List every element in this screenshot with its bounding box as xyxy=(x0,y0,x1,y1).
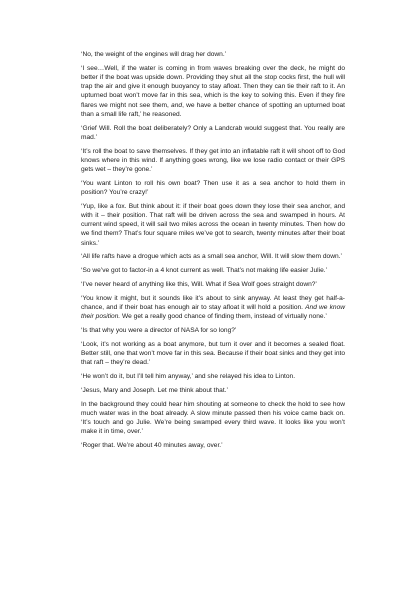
paragraph xyxy=(81,147,345,175)
text-run: ‘All life rafts have a drogue which acts as a small sea anchor, Will. It will slow them down.’ xyxy=(81,253,342,261)
emphasis-text: and xyxy=(171,101,183,109)
body-text xyxy=(81,50,345,455)
paragraph xyxy=(81,441,345,450)
paragraph xyxy=(81,340,345,368)
text-run: ‘I’ve never heard of anything like this, Will. What if Sea Wolf goes straight down?’ xyxy=(81,281,317,289)
text-run: ‘Grief Will. Roll the boat deliberately? Only a Landcrab would suggest that. You really are mad.’ xyxy=(81,124,345,141)
text-run: In the background they could hear him shouting at someone to check the hold to see how much water was in the boat already. A slow minute passed then his voice came back on. ‘It’s touch and go Julie. We’re being swamped every third wave. It looks like you won’t make it in time, over.’ xyxy=(81,400,345,436)
paragraph xyxy=(81,326,345,335)
paragraph xyxy=(81,252,345,261)
text-run: ‘You know it might, but it sounds like it’s about to sink anyway. At least they get half-a-chance, and if their boat has enough air to stay afloat it will hold a position. xyxy=(81,294,345,312)
paragraph xyxy=(81,400,345,437)
paragraph xyxy=(81,294,345,322)
paragraph xyxy=(81,64,345,119)
paragraph xyxy=(81,50,345,59)
text-run: ‘Roger that. We’re about 40 minutes away, over.’ xyxy=(81,442,223,450)
paragraph xyxy=(81,280,345,289)
text-run: ‘Yup, like a fox. But think about it: if their boat goes down they lose their sea anchor, and with it – their position. That raft will be driven across the sea and swamped in hours. At current wind speed, it will sail two miles across the ocean in twenty minutes. Then how do we find them? That’s four square miles we’ve got to search, twenty minutes after their boat sinks.’ xyxy=(81,202,345,247)
text-run: ‘Is that why you were a director of NASA for so long?’ xyxy=(81,327,237,335)
emphasis-text: And we know their position. xyxy=(81,304,345,321)
text-run: ‘Jesus, Mary and Joseph. Let me think about that.’ xyxy=(81,386,228,394)
text-run: ‘He won’t do it, but I’ll tell him anyway,’ and she relayed his idea to Linton. xyxy=(81,373,296,381)
text-run: ‘You want Linton to roll his own boat? Then use it as a sea anchor to hold them in position? You’re crazy!’ xyxy=(81,179,345,197)
paragraph xyxy=(81,266,345,275)
paragraph xyxy=(81,372,345,381)
paragraph xyxy=(81,124,345,142)
text-run: ‘Look, it’s not working as a boat anymore, but turn it over and it becomes a sealed float. Better still, one that won’t move far in this sea. Because if their boat sinks and they get into that raft – they’re dead.’ xyxy=(81,340,345,367)
text-run: ‘I see…Well, if the water is coming in from waves breaking over the deck, he might do better if the boat was upside down. Providing they shut all the stop cocks first, the hull will trap the air and give it enough buoyancy to stay afloat. Then they can tie their raft to it. An upturned boat won’t move far in this sea, which is the key to solving this. Even if they fire flares we might not see them, xyxy=(81,64,345,109)
text-run: , we have a better chance of spotting an upturned boat than a small life raft,’ he reasoned. xyxy=(81,101,345,118)
paragraph xyxy=(81,179,345,197)
text-run: ‘It’s roll the boat to save themselves. If they get into an inflatable raft it will shoot off to God knows where in this wind. If anything goes wrong, like we lose radio contact or their GPS gets wet – they’re gone.’ xyxy=(81,147,345,174)
text-run: We get a really good chance of finding them, instead of virtually none.’ xyxy=(120,313,327,321)
paragraph xyxy=(81,202,345,248)
text-run: ‘No, the weight of the engines will drag her down.’ xyxy=(81,51,227,58)
paragraph xyxy=(81,386,345,395)
text-run: ‘So we’ve got to factor-in a 4 knot current as well. That’s not making life easier Julie.’ xyxy=(81,267,328,275)
